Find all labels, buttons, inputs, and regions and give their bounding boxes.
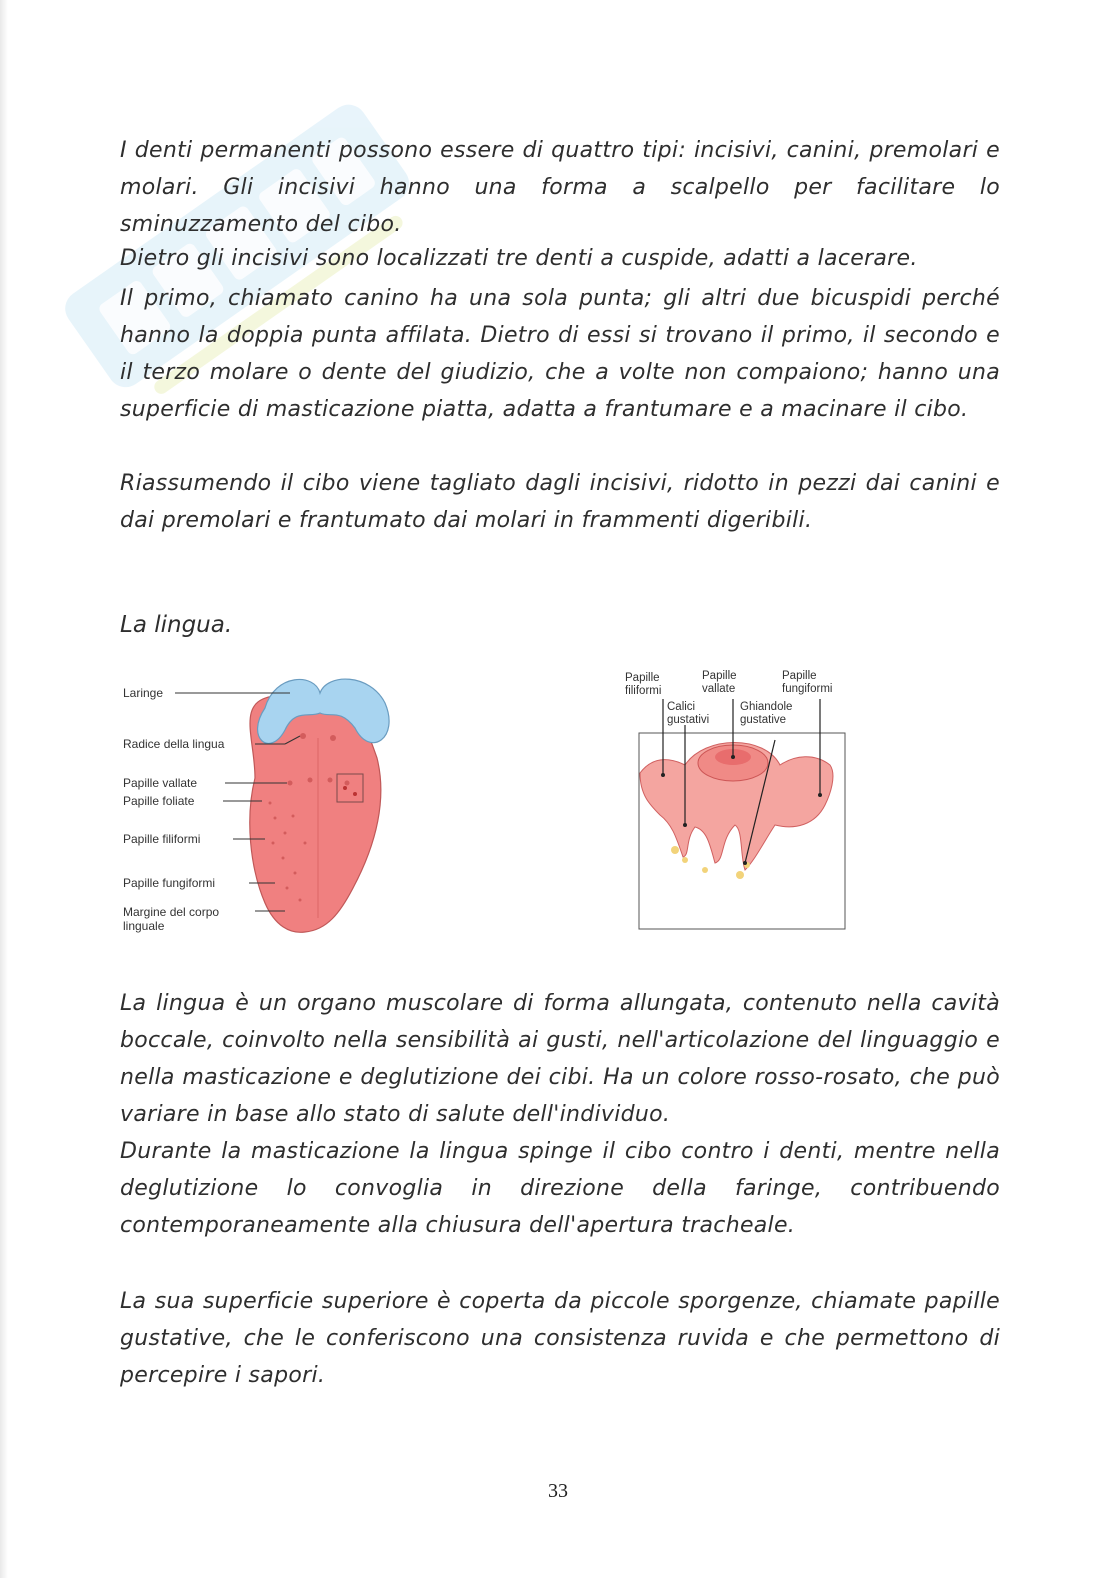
paragraph-dietro-incisivi: Dietro gli incisivi sono localizzati tre denti a cuspide, adatti a lacerare. <box>120 246 918 271</box>
label-margine-2: linguale <box>123 919 165 933</box>
section-heading-lingua: La lingua. <box>120 612 233 638</box>
paragraph-lingua-descrizione: La lingua è un organo muscolare di forma allungata, contenuto nella cavità boccale, coinvolto nella sensibilità ai gusti, nell'articolazione del linguaggio e nella masticazione e deglutizione dei cibi. Ha un colore rosso-rosato, che può variare in base allo stato di salute dell'individuo. <box>120 991 1000 1127</box>
paragraph-denti-permanenti: I denti permanenti possono essere di quattro tipi: incisivi, canini, premolari e molari. Gli incisivi hanno una forma a scalpello per facilitare lo sminuzzamento del cibo. <box>120 138 1000 237</box>
label-ghiandole-2: gustative <box>740 714 787 726</box>
scan-edge-shadow <box>0 0 8 1578</box>
page-number: 33 <box>548 1480 568 1502</box>
tongue-diagram <box>115 668 415 948</box>
label-filiformi: Papille filiformi <box>123 832 201 846</box>
paragraph-riassumendo: Riassumendo il cibo viene tagliato dagli incisivi, ridotto in pezzi dai canini e dai premolari e frantumato dai molari in frammenti digeribili. <box>120 471 1000 533</box>
papilla-section-diagram <box>615 665 865 935</box>
label-ghiandole-1: Ghiandole <box>740 701 793 713</box>
label-papille-filiformi-1: Papille <box>625 672 660 684</box>
label-radice: Radice della lingua <box>123 737 225 751</box>
label-papille-fungiformi-1: Papille <box>782 670 817 682</box>
label-foliate: Papille foliate <box>123 794 195 808</box>
label-fungiformi: Papille fungiformi <box>123 876 216 890</box>
label-calici-1: Calici <box>667 701 696 713</box>
paragraph-canino-molari: Il primo, chiamato canino ha una sola punta; gli altri due bicuspidi perché hanno la doppia punta affilata. Dietro di essi si trovano il primo, il secondo e il terzo molare o dente del giudizio, che a volte non compaiono; hanno una superficie di masticazione piatta, adatta a frantumare e a macinare il cibo. <box>120 286 1000 422</box>
label-calici-2: gustativi <box>667 714 710 726</box>
label-papille-fungiformi-2: fungiformi <box>782 683 833 695</box>
label-margine-1: Margine del corpo <box>123 905 220 919</box>
paragraph-papille-gustative: La sua superficie superiore è coperta da piccole sporgenze, chiamate papille gustative, che le conferiscono una consistenza ruvida e che permettono di percepire i sapori. <box>120 1289 1000 1388</box>
label-papille-filiformi-2: filiformi <box>625 685 662 697</box>
label-papille-vallate-2: vallate <box>702 683 736 695</box>
label-laringe: Laringe <box>123 686 164 700</box>
paragraph-lingua-masticazione: Durante la masticazione la lingua spinge il cibo contro i denti, mentre nella deglutizione lo convoglia in direzione della faringe, contribuendo contemporaneamente alla chiusura dell'apertura tracheale. <box>120 1139 1000 1238</box>
label-papille-vallate-1: Papille <box>702 670 737 682</box>
label-vallate: Papille vallate <box>123 776 198 790</box>
